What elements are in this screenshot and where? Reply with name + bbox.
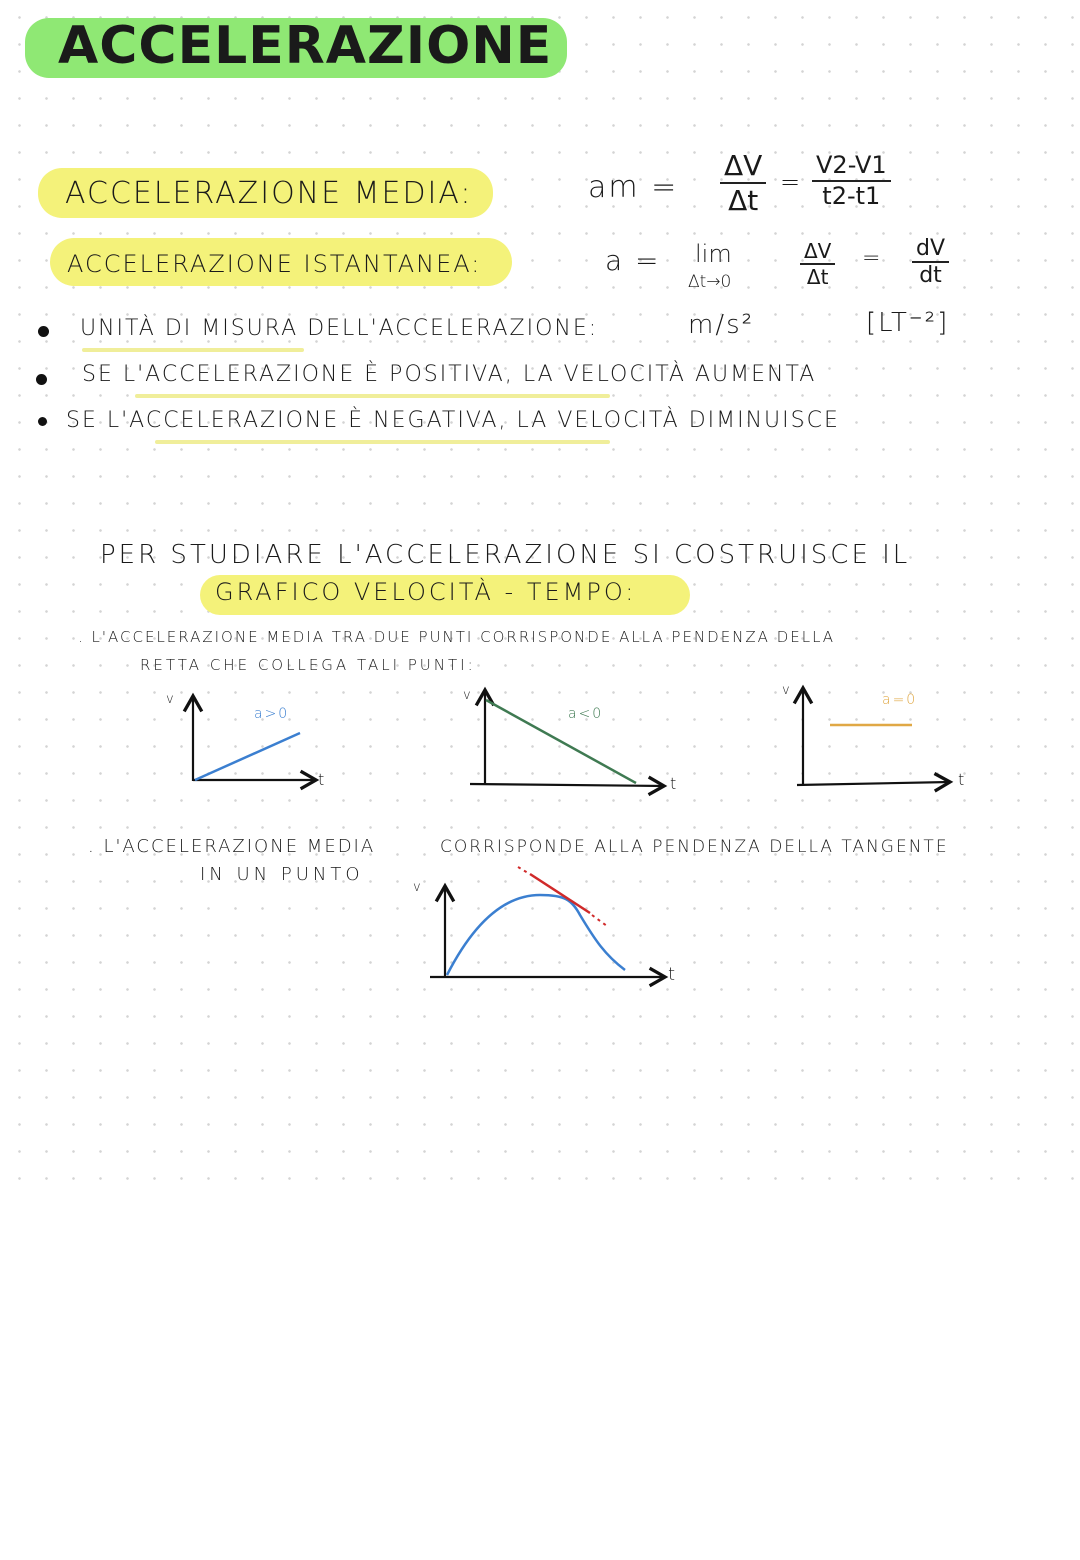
y-label: v bbox=[413, 880, 423, 895]
annotation-negative: a<0 bbox=[568, 706, 604, 722]
x-label: t bbox=[668, 964, 678, 985]
x-label: t bbox=[670, 774, 679, 793]
istantanea-label: ACCELERAZIONE ISTANTANEA: bbox=[67, 250, 482, 278]
bullet-negative-text: SE L'ACCELERAZIONE È NEGATIVA, LA VELOCITÀ DIMINUISCE bbox=[66, 408, 840, 433]
unit-value: m/s² bbox=[688, 310, 755, 340]
tangent-dash bbox=[518, 867, 528, 873]
dimension-value: [LT⁻²] bbox=[866, 308, 950, 338]
frac-num: ΔV bbox=[720, 150, 766, 184]
bullet-unit-text: UNITÀ DI MISURA DELL'ACCELERAZIONE: bbox=[80, 316, 599, 341]
x-axis bbox=[797, 782, 950, 785]
tangent-line bbox=[530, 874, 590, 913]
point1-line1: . L'ACCELERAZIONE MEDIA TRA DUE PUNTI CORRISPONDE ALLA PENDENZA DELLA bbox=[78, 628, 836, 646]
tangent-dash bbox=[592, 915, 607, 926]
point2-line2: IN UN PUNTO bbox=[200, 864, 364, 885]
page-title: ACCELERAZIONE bbox=[58, 16, 553, 76]
frac-den: Δt bbox=[806, 265, 829, 289]
istantanea-eq: = bbox=[862, 246, 883, 271]
bullet-positive-text: SE L'ACCELERAZIONE È POSITIVA, LA VELOCITÀ AUMENTA bbox=[82, 362, 817, 387]
frac-num: V2-V1 bbox=[812, 152, 891, 182]
negative-slope-line bbox=[486, 700, 636, 783]
frac-den: dt bbox=[919, 263, 942, 289]
point2-line1: . L'ACCELERAZIONE MEDIA bbox=[88, 836, 376, 857]
frac-num: dV bbox=[912, 236, 949, 263]
x-label: t bbox=[958, 770, 967, 789]
velocity-curve bbox=[447, 895, 625, 975]
section-intro: PER STUDIARE L'ACCELERAZIONE SI COSTRUISCE IL bbox=[100, 540, 911, 570]
media-label: ACCELERAZIONE MEDIA: bbox=[65, 176, 473, 211]
media-eq: = bbox=[780, 168, 803, 196]
blank-page-area bbox=[0, 1200, 1080, 1560]
graph-title: GRAFICO VELOCITÀ - TEMPO: bbox=[215, 578, 637, 606]
frac-den: t2-t1 bbox=[822, 181, 881, 210]
media-lhs: am = bbox=[588, 170, 679, 205]
lim-label: lim bbox=[695, 240, 732, 268]
point1-line2: RETTA CHE COLLEGA TALI PUNTI: bbox=[140, 656, 476, 674]
positive-slope-line bbox=[195, 733, 300, 780]
frac-num: ΔV bbox=[800, 240, 835, 265]
x-axis bbox=[470, 784, 664, 786]
istantanea-lhs: a = bbox=[605, 244, 661, 277]
lim-subscript: Δt→0 bbox=[688, 272, 732, 292]
frac-den: Δt bbox=[728, 184, 759, 218]
y-label: v bbox=[166, 692, 176, 707]
annotation-positive: a>0 bbox=[254, 706, 290, 722]
x-label: t bbox=[318, 770, 327, 789]
y-label: v bbox=[463, 688, 473, 703]
point2-rest: CORRISPONDE ALLA PENDENZA DELLA TANGENTE bbox=[440, 837, 949, 857]
annotation-zero: a=0 bbox=[882, 692, 918, 708]
y-label: v bbox=[782, 683, 792, 698]
